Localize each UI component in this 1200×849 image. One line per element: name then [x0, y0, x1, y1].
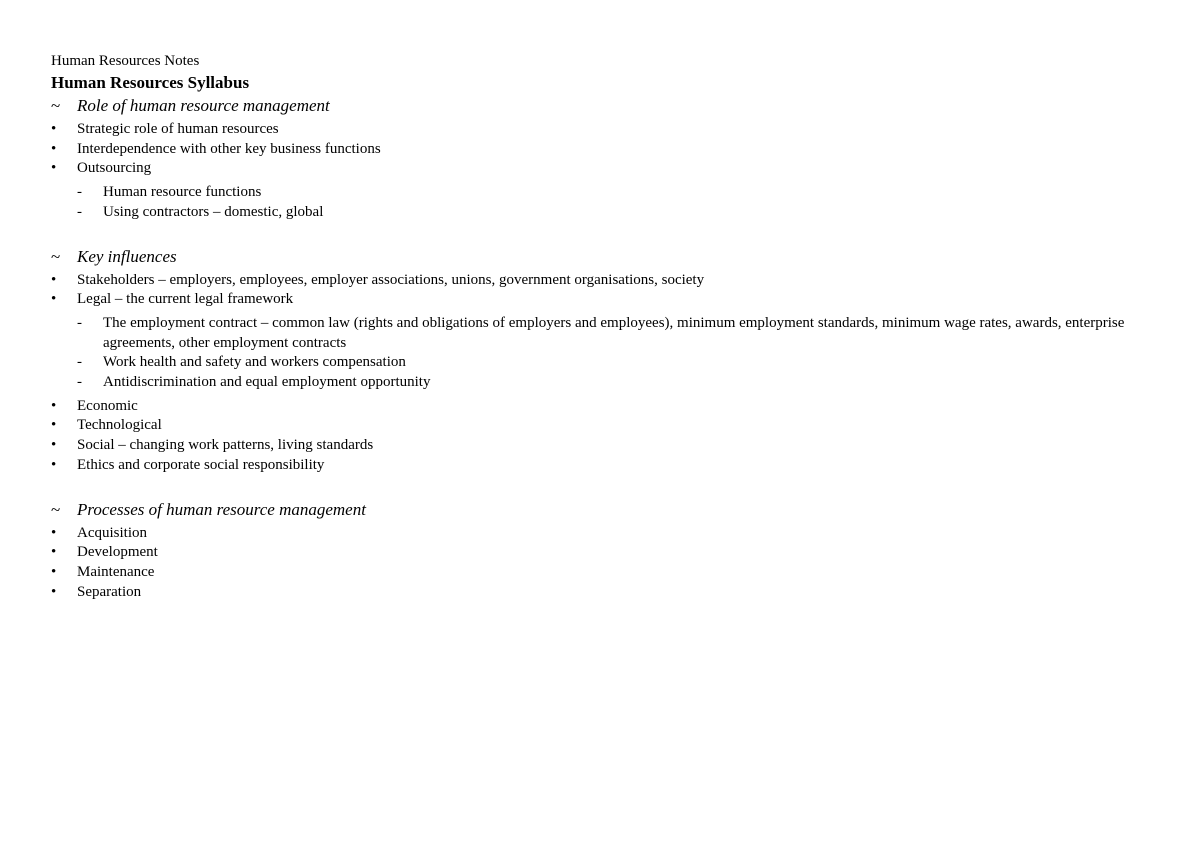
document-page: [51, 50, 1161, 602]
sub-list-item-text: Human resource functions: [103, 184, 262, 201]
section-key-influences: [51, 245, 1161, 476]
list-item-text: Outsourcing: [77, 160, 152, 177]
sub-list-item-text: Using contractors – domestic, global: [103, 203, 324, 220]
bullet-marker: •: [51, 291, 57, 308]
section-heading: [51, 498, 1161, 522]
bullet-marker: •: [51, 524, 57, 541]
list-item: [51, 159, 1161, 222]
list-item-text: Legal – the current legal framework: [77, 291, 294, 308]
dash-marker: -: [77, 314, 82, 331]
bullet-list: [51, 271, 1161, 476]
list-item: [51, 271, 1161, 291]
list-item: [51, 120, 1161, 140]
sub-list-item-text: Work health and safety and workers compensation: [103, 354, 406, 371]
bullet-marker: •: [51, 456, 57, 473]
sub-list: [77, 183, 1161, 222]
list-item-text: Social – changing work patterns, living standards: [77, 437, 374, 454]
list-item-text: Ethics and corporate social responsibility: [77, 456, 325, 473]
list-item-text: Stakeholders – employers, employees, employer associations, unions, government organisations, society: [77, 271, 705, 288]
list-item: [51, 583, 1161, 603]
bullet-marker: •: [51, 583, 57, 600]
list-item: [51, 397, 1161, 417]
sub-list: [77, 314, 1161, 393]
bullet-list: [51, 524, 1161, 603]
document-title: Human Resources Syllabus: [51, 73, 250, 92]
list-item: [51, 543, 1161, 563]
list-item-text: Development: [77, 544, 158, 561]
tilde-marker: ~: [51, 246, 61, 266]
list-item-text: Economic: [77, 397, 138, 414]
sub-list-item-text: The employment contract – common law (rights and obligations of employers and employees), minimum employment standards, minimum wage rates, awards, enterprise agreements, other employment contracts: [103, 314, 1125, 351]
section-heading: [51, 94, 1161, 118]
dash-marker: -: [77, 184, 82, 201]
bullet-marker: •: [51, 121, 57, 137]
bullet-marker: •: [51, 160, 57, 177]
list-item-text: Strategic role of human resources: [77, 121, 279, 137]
bullet-marker: •: [51, 563, 57, 580]
dash-marker: -: [77, 203, 82, 220]
list-item-text: Acquisition: [77, 524, 147, 541]
tilde-marker: ~: [51, 96, 61, 115]
section-processes: [51, 498, 1161, 603]
bullet-marker: •: [51, 437, 57, 454]
bullet-marker: •: [51, 271, 57, 288]
list-item-text: Separation: [77, 583, 142, 600]
section-heading-text: Processes of human resource management: [77, 499, 366, 519]
section-heading-text: Key influences: [77, 246, 177, 266]
dash-marker: -: [77, 354, 82, 371]
dash-marker: -: [77, 374, 82, 391]
list-item: [51, 416, 1161, 436]
section-heading: [51, 245, 1161, 269]
tilde-marker: ~: [51, 499, 61, 519]
sub-list-item: [77, 353, 1161, 373]
sub-list-item: [77, 203, 1161, 223]
list-item-text: Maintenance: [77, 563, 155, 580]
list-item: [51, 456, 1161, 476]
list-item-text: Interdependence with other key business functions: [77, 140, 381, 157]
list-item: [51, 140, 1161, 160]
bullet-list: [51, 120, 1161, 223]
section-role: [51, 94, 1161, 223]
header-note: Human Resources Notes: [51, 53, 200, 69]
bullet-marker: •: [51, 397, 57, 414]
list-item: [51, 563, 1161, 583]
list-item-text: Technological: [77, 417, 162, 434]
sub-list-item-text: Antidiscrimination and equal employment opportunity: [103, 374, 431, 391]
list-item: [51, 524, 1161, 544]
list-item: [51, 290, 1161, 393]
bullet-marker: •: [51, 544, 57, 561]
bullet-marker: •: [51, 140, 57, 157]
section-heading-text: Role of human resource management: [77, 96, 330, 115]
sub-list-item: [77, 183, 1161, 203]
sub-list-item: [77, 314, 1161, 353]
bullet-marker: •: [51, 417, 57, 434]
list-item: [51, 436, 1161, 456]
sub-list-item: [77, 373, 1161, 393]
